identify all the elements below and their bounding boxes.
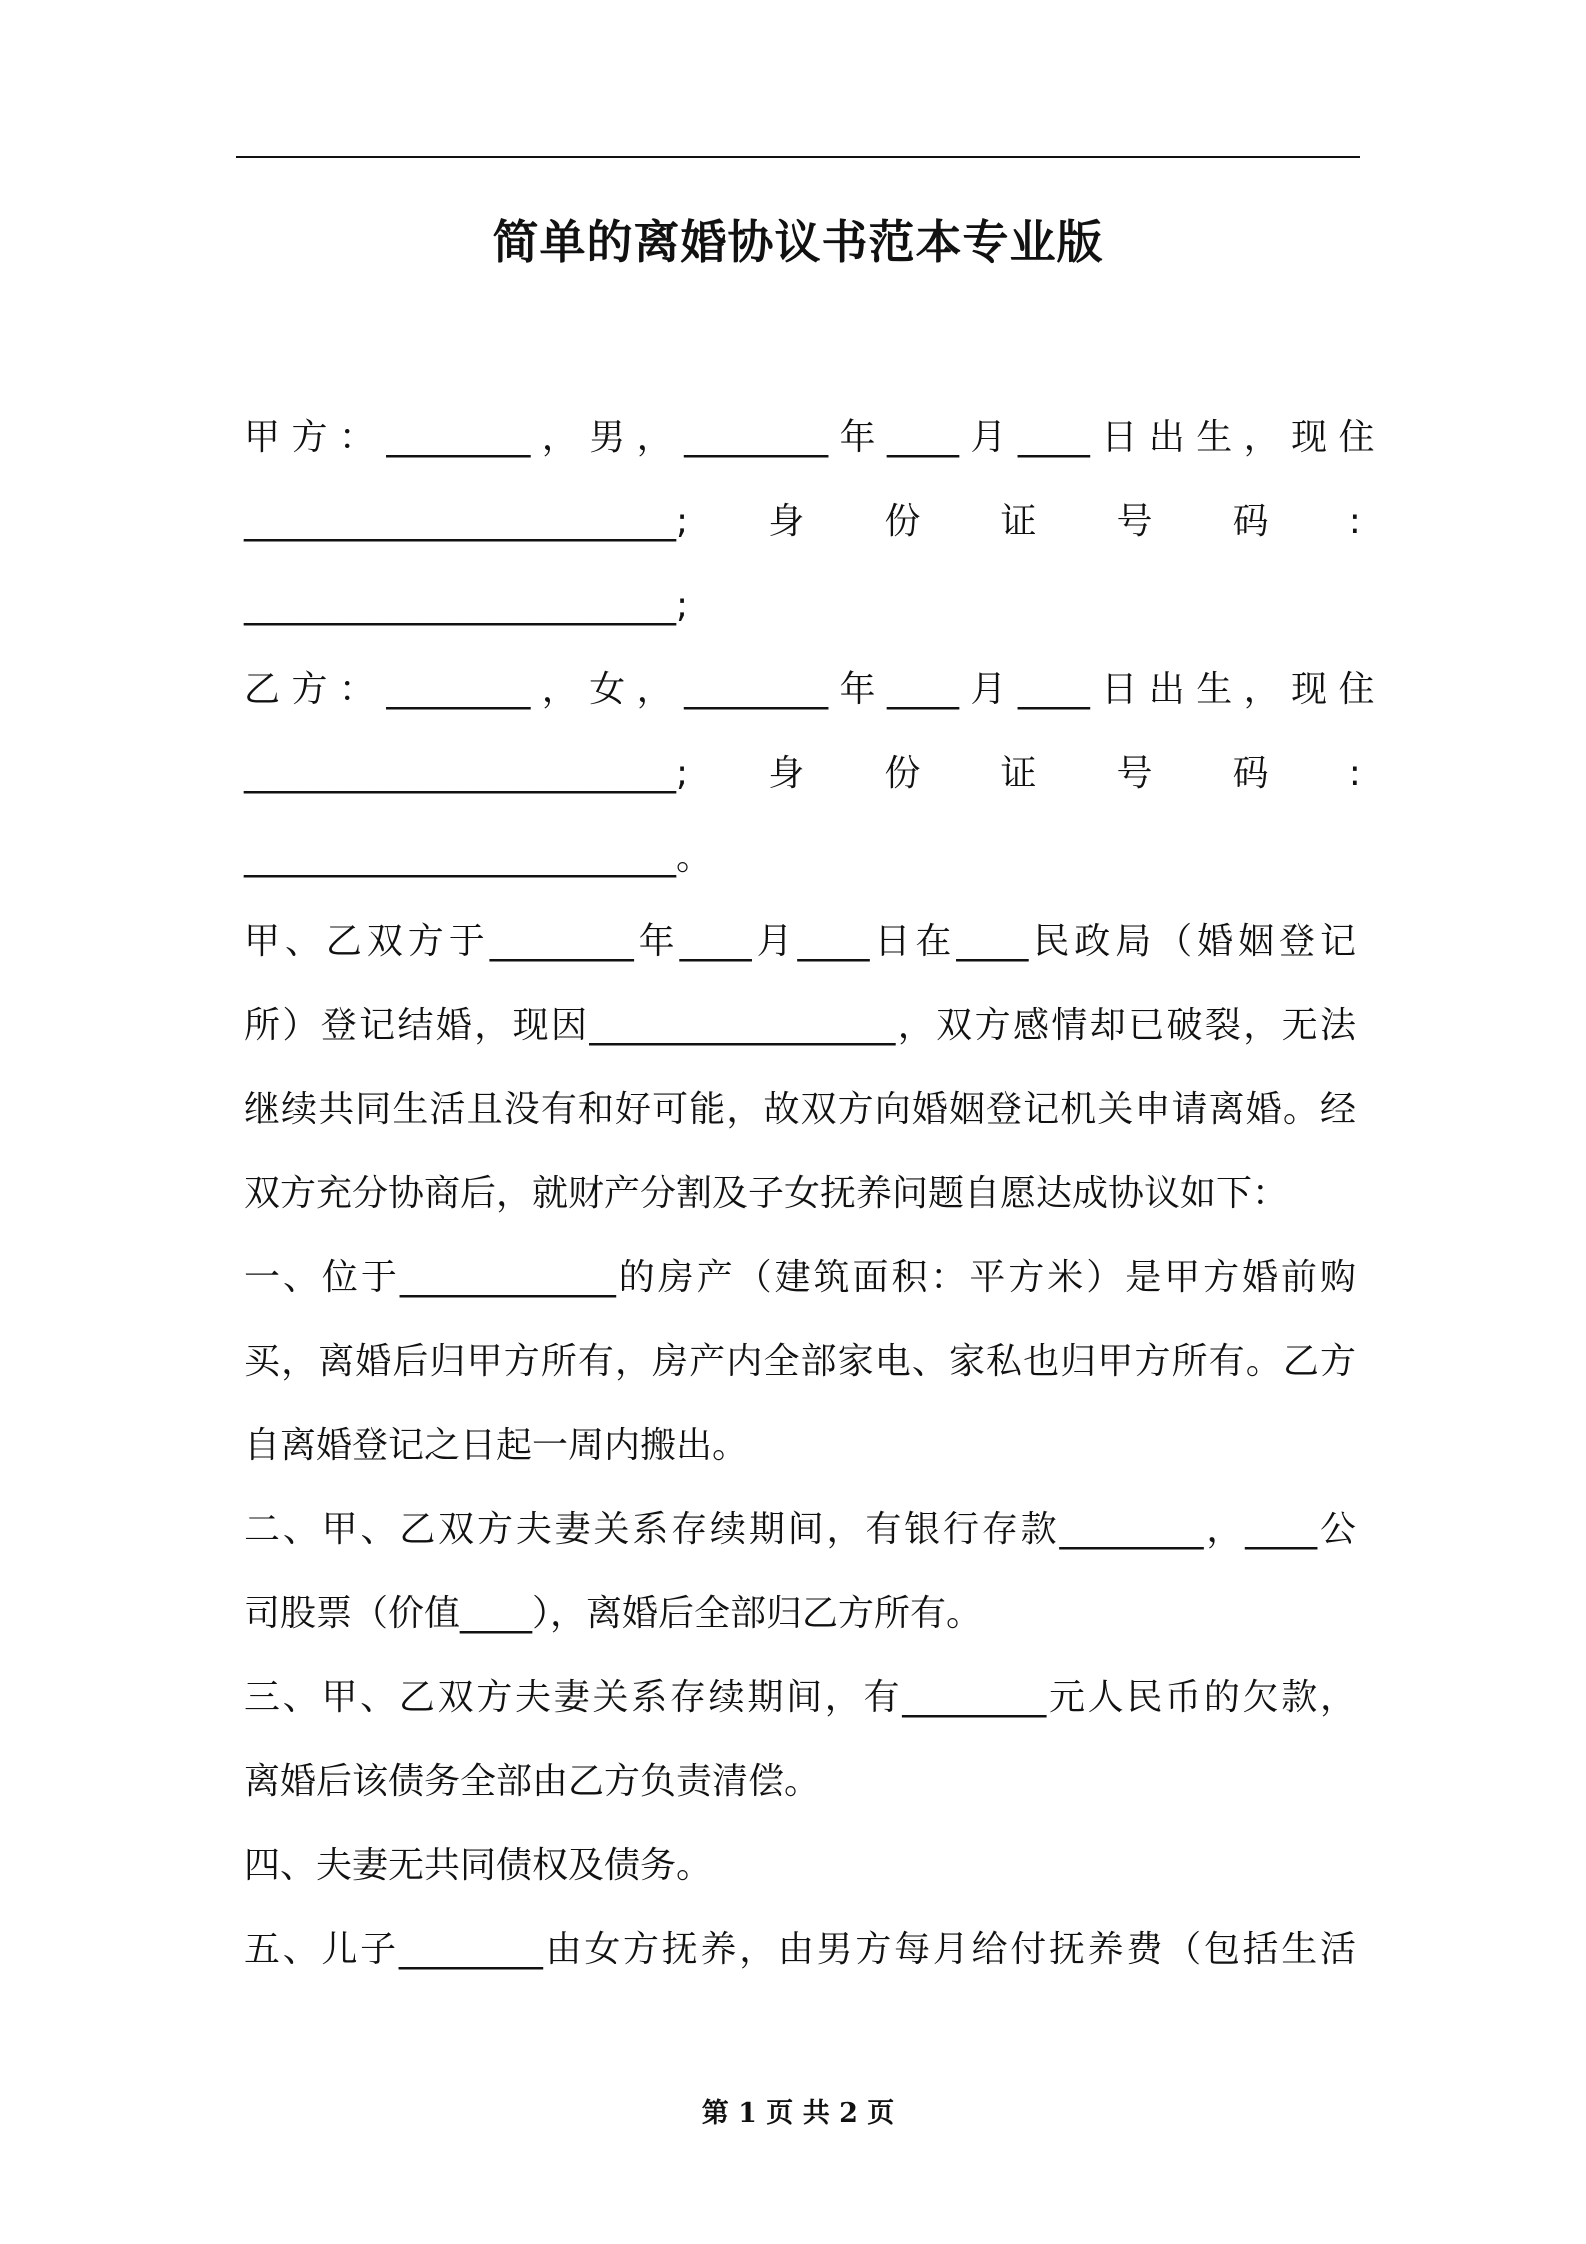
party-a-line-3: ________________________;	[244, 585, 689, 626]
page-number-footer: 第 1 页 共 2 页	[701, 2098, 895, 2129]
party-b-line-1: 乙 方 ： ________ ， 女 ， ________ 年 ____ 月 ____ 日 出 生 ， 现 住	[244, 669, 1375, 710]
party-b-line-3: ________________________。	[244, 837, 712, 878]
clause-3-line-1: 三、甲、乙双方夫妻关系存续期间，有________元人民币的欠款，	[244, 1677, 1356, 1718]
clause-4-line-1: 四、夫妻无共同债权及债务。	[244, 1845, 713, 1886]
preamble-line-3: 继续共同生活且没有和好可能，故双方向婚姻登记机关申请离婚。经	[244, 1089, 1356, 1130]
clause-2-line-2: 司股票（价值____），离婚后全部归乙方所有。	[244, 1593, 983, 1634]
clause-1-line-2: 买，离婚后归甲方所有，房产内全部家电、家私也归甲方所有。乙方	[244, 1341, 1356, 1382]
preamble-line-2: 所）登记结婚，现因_________________，双方感情却已破裂，无法	[244, 1005, 1356, 1046]
preamble-line-4: 双方充分协商后，就财产分割及子女抚养问题自愿达成协议如下：	[244, 1173, 1289, 1214]
clause-3-line-2: 离婚后该债务全部由乙方负责清偿。	[244, 1761, 821, 1802]
party-a-line-2: ________________________; 身 份 证 号 码 :	[244, 501, 1361, 542]
party-b-line-2: ________________________; 身 份 证 号 码 :	[244, 753, 1361, 794]
document-title: 简单的离婚协议书范本专业版	[492, 215, 1104, 269]
clause-1-line-3: 自离婚登记之日起一周内搬出。	[244, 1425, 749, 1466]
party-a-line-1: 甲 方 ： ________ ， 男 ， ________ 年 ____ 月 ____ 日 出 生 ， 现 住	[244, 417, 1375, 458]
clause-2-line-1: 二、甲、乙双方夫妻关系存续期间，有银行存款________，____公	[244, 1509, 1356, 1550]
preamble-line-1: 甲、乙双方于________年____月____日在____民政局（婚姻登记	[244, 921, 1356, 962]
clause-1-line-1: 一、位于____________的房产（建筑面积：平方米）是甲方婚前购	[244, 1257, 1356, 1298]
clause-5-line-1: 五、儿子________由女方抚养，由男方每月给付抚养费（包括生活	[244, 1929, 1356, 1970]
header-rule	[236, 156, 1360, 158]
